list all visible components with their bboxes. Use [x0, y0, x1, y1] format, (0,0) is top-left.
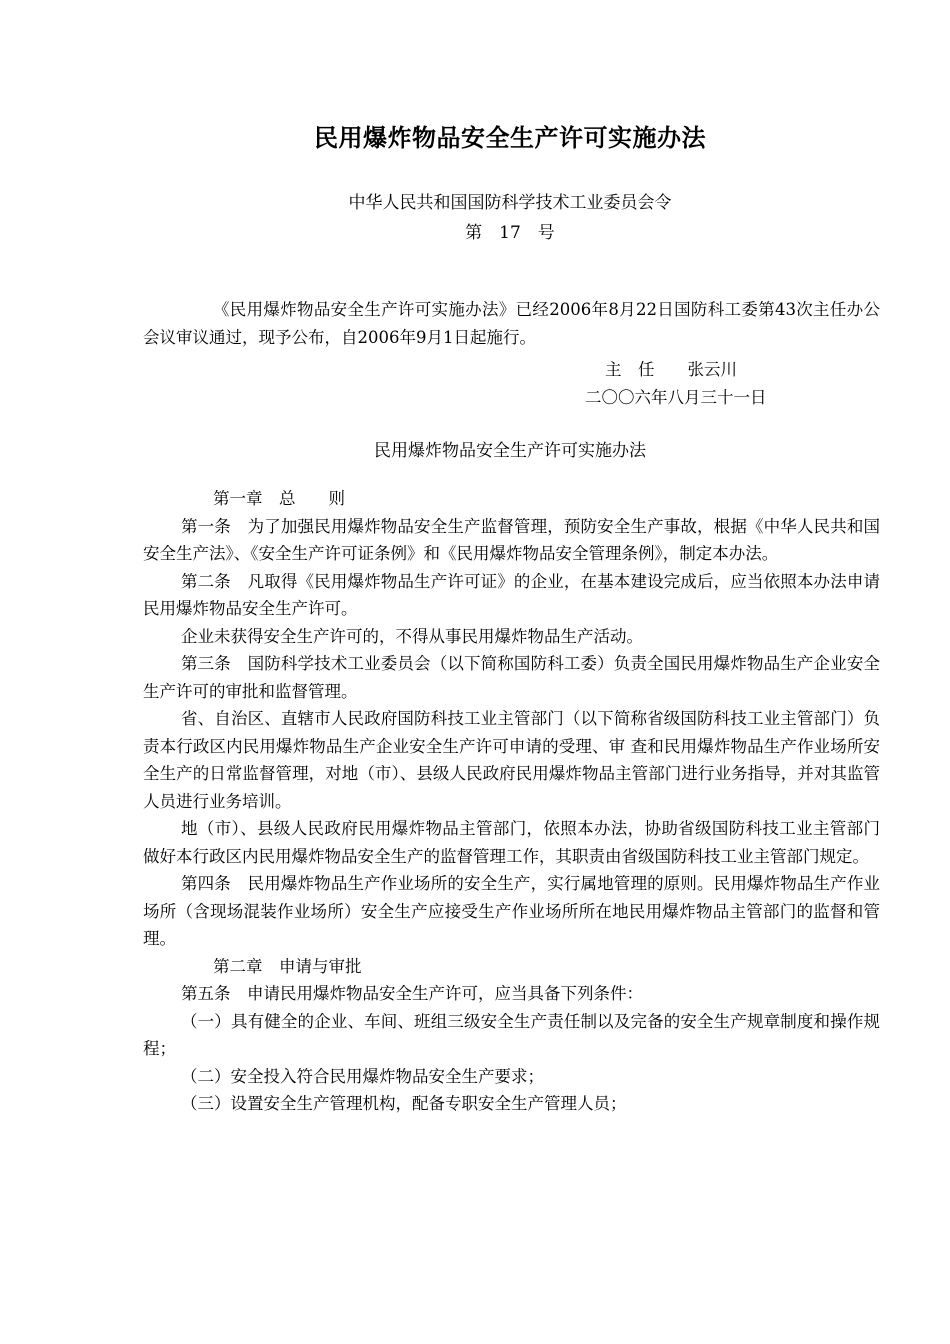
article-paragraph: 第三条 国防科学技术工业委员会（以下简称国防科工委）负责全国民用爆炸物品生产企业安全生产许可的审批和监督管理。: [143, 654, 880, 701]
order-number: 第 17 号: [465, 223, 555, 243]
preamble-block: [143, 296, 880, 351]
condition-item: （三）设置安全生产管理机构，配备专职安全生产管理人员；: [181, 1094, 627, 1113]
signing-date: 二〇〇六年八月三十一日: [585, 388, 767, 407]
article-paragraph: 地（市）、县级人民政府民用爆炸物品主管部门，依照本办法，协助省级国防科技工业主管部门做好本行政区内民用爆炸物品安全生产的监督管理工作，其职责由省级国防科技工业主管部门规定。: [143, 819, 880, 866]
document-body: [143, 485, 880, 1118]
document-subtitle: 民用爆炸物品安全生产许可实施办法: [374, 441, 646, 461]
document-title: 民用爆炸物品安全生产许可实施办法: [314, 124, 706, 152]
condition-item: （一）具有健全的企业、车间、班组三级安全生产责任制以及完备的安全生产规章制度和操作规程；: [143, 1011, 880, 1058]
article-paragraph: 第一条 为了加强民用爆炸物品安全生产监督管理，预防安全生产事故，根据《中华人民共和国安全生产法》、《安全生产许可证条例》和《民用爆炸物品安全管理条例》，制定本办法。: [143, 516, 880, 563]
article-paragraph: 省、自治区、直辖市人民政府国防科技工业主管部门（以下简称省级国防科技工业主管部门）负责本行政区内民用爆炸物品生产企业安全生产许可申请的受理、审 查和民用爆炸物品生产作业场所安全生产的日常监督管理，对地（市）、县级人民政府民用爆炸物品主管部门进行业务指导，并对其监管人员进行业务培训。: [143, 709, 880, 811]
article-paragraph: 企业未获得安全生产许可的，不得从事民用爆炸物品生产活动。: [181, 626, 643, 646]
article-paragraph: 第五条 申请民用爆炸物品安全生产许可，应当具备下列条件：: [181, 984, 643, 1003]
chapter-heading: 第二章 申请与审批: [213, 956, 362, 976]
article-paragraph: 第四条 民用爆炸物品生产作业场所的安全生产，实行属地管理的原则。民用爆炸物品生产作业场所（含现场混装作业场所）安全生产应接受生产作业场所所在地民用爆炸物品主管部门的监督和管理。: [143, 874, 880, 948]
signatory: 主 任 张云川: [605, 360, 737, 379]
chapter-heading: 第一章 总 则: [213, 489, 345, 508]
article-paragraph: 第二条 凡取得《民用爆炸物品生产许可证》的企业，在基本建设完成后，应当依照本办法申请民用爆炸物品安全生产许可。: [143, 571, 880, 618]
issuing-authority: 中华人民共和国国防科学技术工业委员会令: [348, 193, 672, 213]
condition-item: （二）安全投入符合民用爆炸物品安全生产要求；: [181, 1066, 544, 1086]
preamble-paragraph: 《民用爆炸物品安全生产许可实施办法》已经2006年8月22日国防科工委第43次主任办公会议审议通过，现予公布，自2006年9月1日起施行。: [143, 300, 880, 347]
